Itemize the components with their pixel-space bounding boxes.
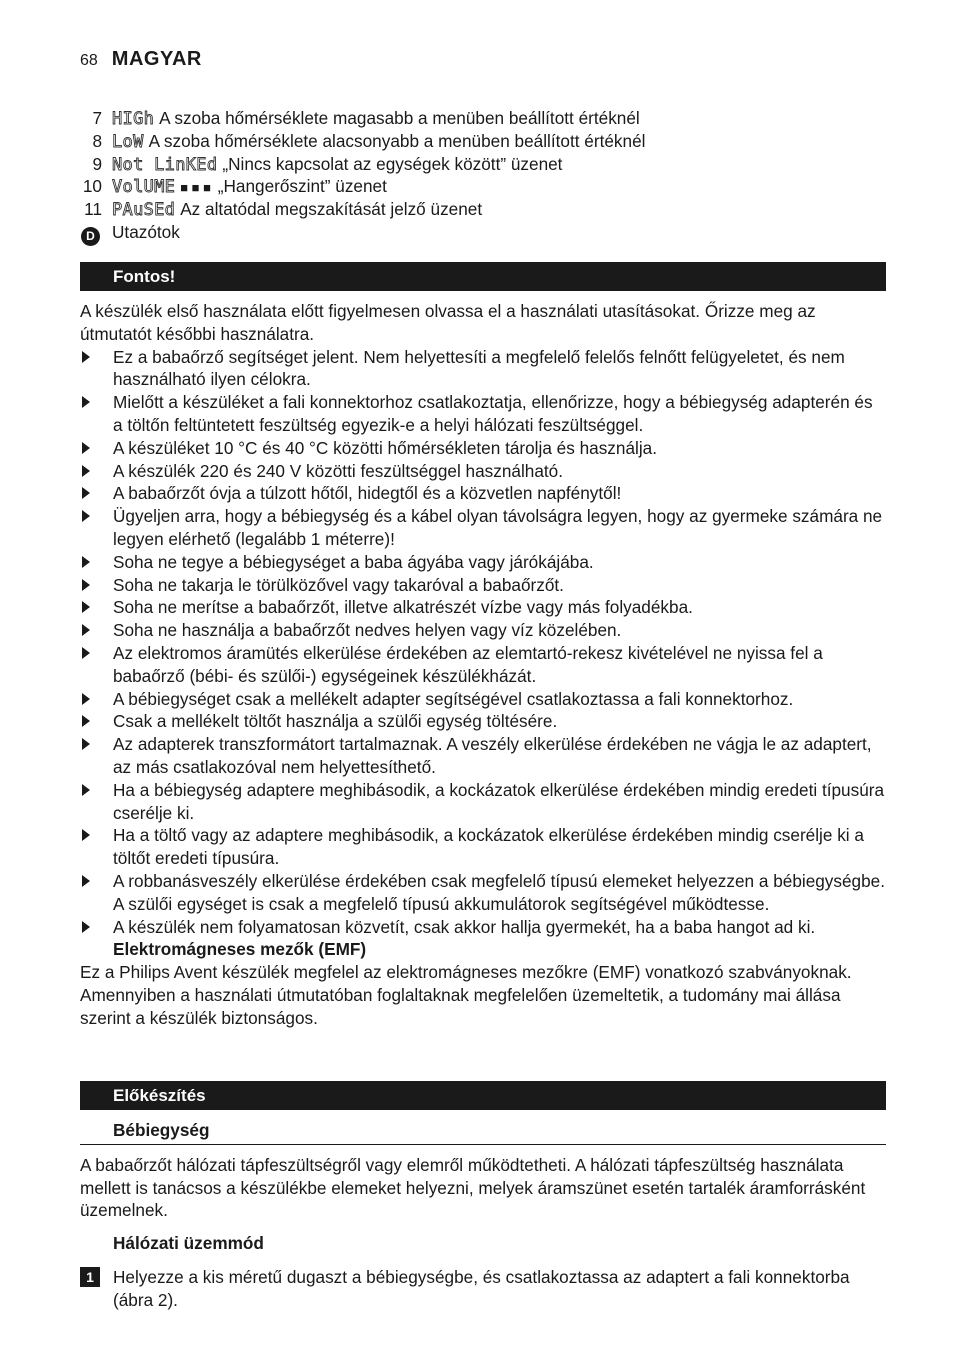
section-bar-fontos: Fontos! [80, 262, 886, 291]
lcd-text: Not LinKEd [112, 154, 218, 175]
safety-bullet-list [80, 346, 886, 939]
legend-item [80, 130, 886, 153]
legend-item [81, 221, 886, 244]
list-item: Mielőtt a készüléket a fali konnektorhoz csatlakoztatja, ellenőrizze, hogy a bébiegység adapterén és a töltőn feltüntetett feszültség egyezik-e a helyi hálózati feszültséggel. [80, 391, 886, 437]
list-item: A készüléket 10 °C és 40 °C közötti hőmérsékleten tárolja és használja. [80, 437, 886, 460]
legend-list [80, 107, 886, 244]
legend-text: „Nincs kapcsolat az egységek között” üzenet [222, 153, 563, 174]
legend-text: A szoba hőmérséklete magasabb a menüben beállított értéknél [159, 108, 640, 128]
legend-number: 9 [92, 153, 102, 174]
legend-text: Utazótok [112, 221, 180, 242]
emf-text: Ez a Philips Avent készülék megfelel az elektromágneses mezőkre (EMF) vonatkozó szabványoknak. Amennyiben a használati útmutatóban foglaltaknak megfelelően üzemeltetik, a tudomány mai állása szerint a készülék biztonságos. [80, 962, 852, 1028]
list-item: Az elektromos áramütés elkerülése érdekében az elemtartó-rekesz kivételével ne nyissa fel a babaőrző (bébi- és szülői-) egységeinek készülékházát. [80, 642, 886, 688]
bebiegyseg-heading: Bébiegység [80, 1119, 886, 1145]
legend-text: A szoba hőmérséklete alacsonyabb a menüben beállított értéknél [148, 130, 646, 151]
list-item: A bébiegységet csak a mellékelt adapter segítségével csatlakoztassa a fali konnektorhoz. [80, 688, 886, 711]
step-number: 1 [80, 1267, 100, 1287]
legend-text: „Hangerőszint” üzenet [217, 176, 387, 197]
fontos-intro: A készülék első használata előtt figyelmesen olvassa el a használati utasításokat. Őrizze meg az útmutatót későbbi használatra. [80, 301, 816, 344]
list-item: Soha ne tegye a bébiegységet a baba ágyába vagy járókájába. [80, 551, 886, 574]
list-item: Ez a babaőrző segítséget jelent. Nem helyettesíti a megfelelő felelős felnőtt felügyeletet, és nem használható ilyen célokra. [80, 346, 886, 392]
list-item: A babaőrzőt óvja a túlzott hőtől, hidegtől és a közvetlen napfénytől! [80, 482, 886, 505]
lcd-text: LoW [112, 131, 144, 152]
list-item: Ügyeljen arra, hogy a bébiegység és a kábel olyan távolságra legyen, hogy az gyermeke számára ne legyen elérhető (legalább 1 méterre)! [80, 505, 886, 551]
list-item: Az adapterek transzformátort tartalmaznak. A veszély elkerülése érdekében ne vágja le az adaptert, az más csatlakozóval nem helyettesíthető. [80, 733, 886, 779]
list-item: Csak a mellékelt töltőt használja a szülői egység töltésére. [80, 710, 886, 733]
step-item [80, 1266, 886, 1312]
elokeszites-section [80, 1119, 886, 1312]
list-item: Soha ne takarja le törülközővel vagy takaróval a babaőrzőt. [80, 574, 886, 597]
language-title: MAGYAR [111, 48, 202, 70]
lcd-text: PAuSEd [112, 200, 176, 221]
list-item: A robbanásveszély elkerülése érdekében csak megfelelő típusú elemeket helyezzen a bébiegységbe. A szülői egységet is csak a megfelelő típusú akkumulátorok segítségével működtesse. [80, 870, 886, 916]
section-bar-elokeszites: Előkészítés [80, 1081, 886, 1110]
letter-d-icon: D [81, 227, 100, 246]
legend-item [80, 153, 886, 176]
fontos-section [80, 300, 886, 1030]
legend-item [80, 175, 886, 198]
list-item: A készülék nem folyamatosan közvetít, csak akkor hallja gyermekét, ha a baba hangot ad ki. [80, 916, 886, 939]
legend-number: 7 [92, 108, 102, 128]
page-header [80, 48, 202, 73]
list-item: Soha ne merítse a babaőrzőt, illetve alkatrészét vízbe vagy más folyadékba. [80, 596, 886, 619]
lcd-text: HIGh [112, 109, 155, 129]
legend-number: 8 [92, 130, 102, 151]
emf-heading: Elektromágneses mezők (EMF) [113, 939, 367, 960]
list-item: Soha ne használja a babaőrzőt nedves helyen vagy víz közelében. [80, 619, 886, 642]
legend-item [80, 198, 886, 221]
legend-text: Az altatódal megszakítását jelző üzenet [180, 199, 483, 220]
list-item: A készülék 220 és 240 V közötti feszültséggel használható. [80, 460, 886, 483]
list-item: Ha a töltő vagy az adaptere meghibásodik, a kockázatok elkerülése érdekében mindig cserélje ki a töltőt eredeti típusúra. [80, 824, 886, 870]
legend-item [80, 107, 886, 130]
volume-squares-icon: ■ ■ ■ [180, 180, 211, 196]
mode-heading: Hálózati üzemmód [113, 1233, 264, 1254]
legend-number: 10 [82, 176, 102, 197]
step-text: Helyezze a kis méretű dugaszt a bébiegységbe, és csatlakoztassa az adaptert a fali konnektorba (ábra 2). [113, 1266, 850, 1310]
legend-number: 11 [84, 199, 102, 220]
lcd-text: VolUME [112, 177, 176, 198]
list-item: Ha a bébiegység adaptere meghibásodik, a kockázatok elkerülése érdekében mindig eredeti típusúra cserélje ki. [80, 779, 886, 825]
page-number: 68 [80, 52, 98, 69]
bebiegyseg-text: A babaőrzőt hálózati tápfeszültségről vagy elemről működtetheti. A hálózati tápfeszültség használata mellett is tanácsos a készülékbe elemeket helyezni, melyek áramszünet esetén tartalék áramforrásként üzemelnek. [80, 1154, 866, 1221]
